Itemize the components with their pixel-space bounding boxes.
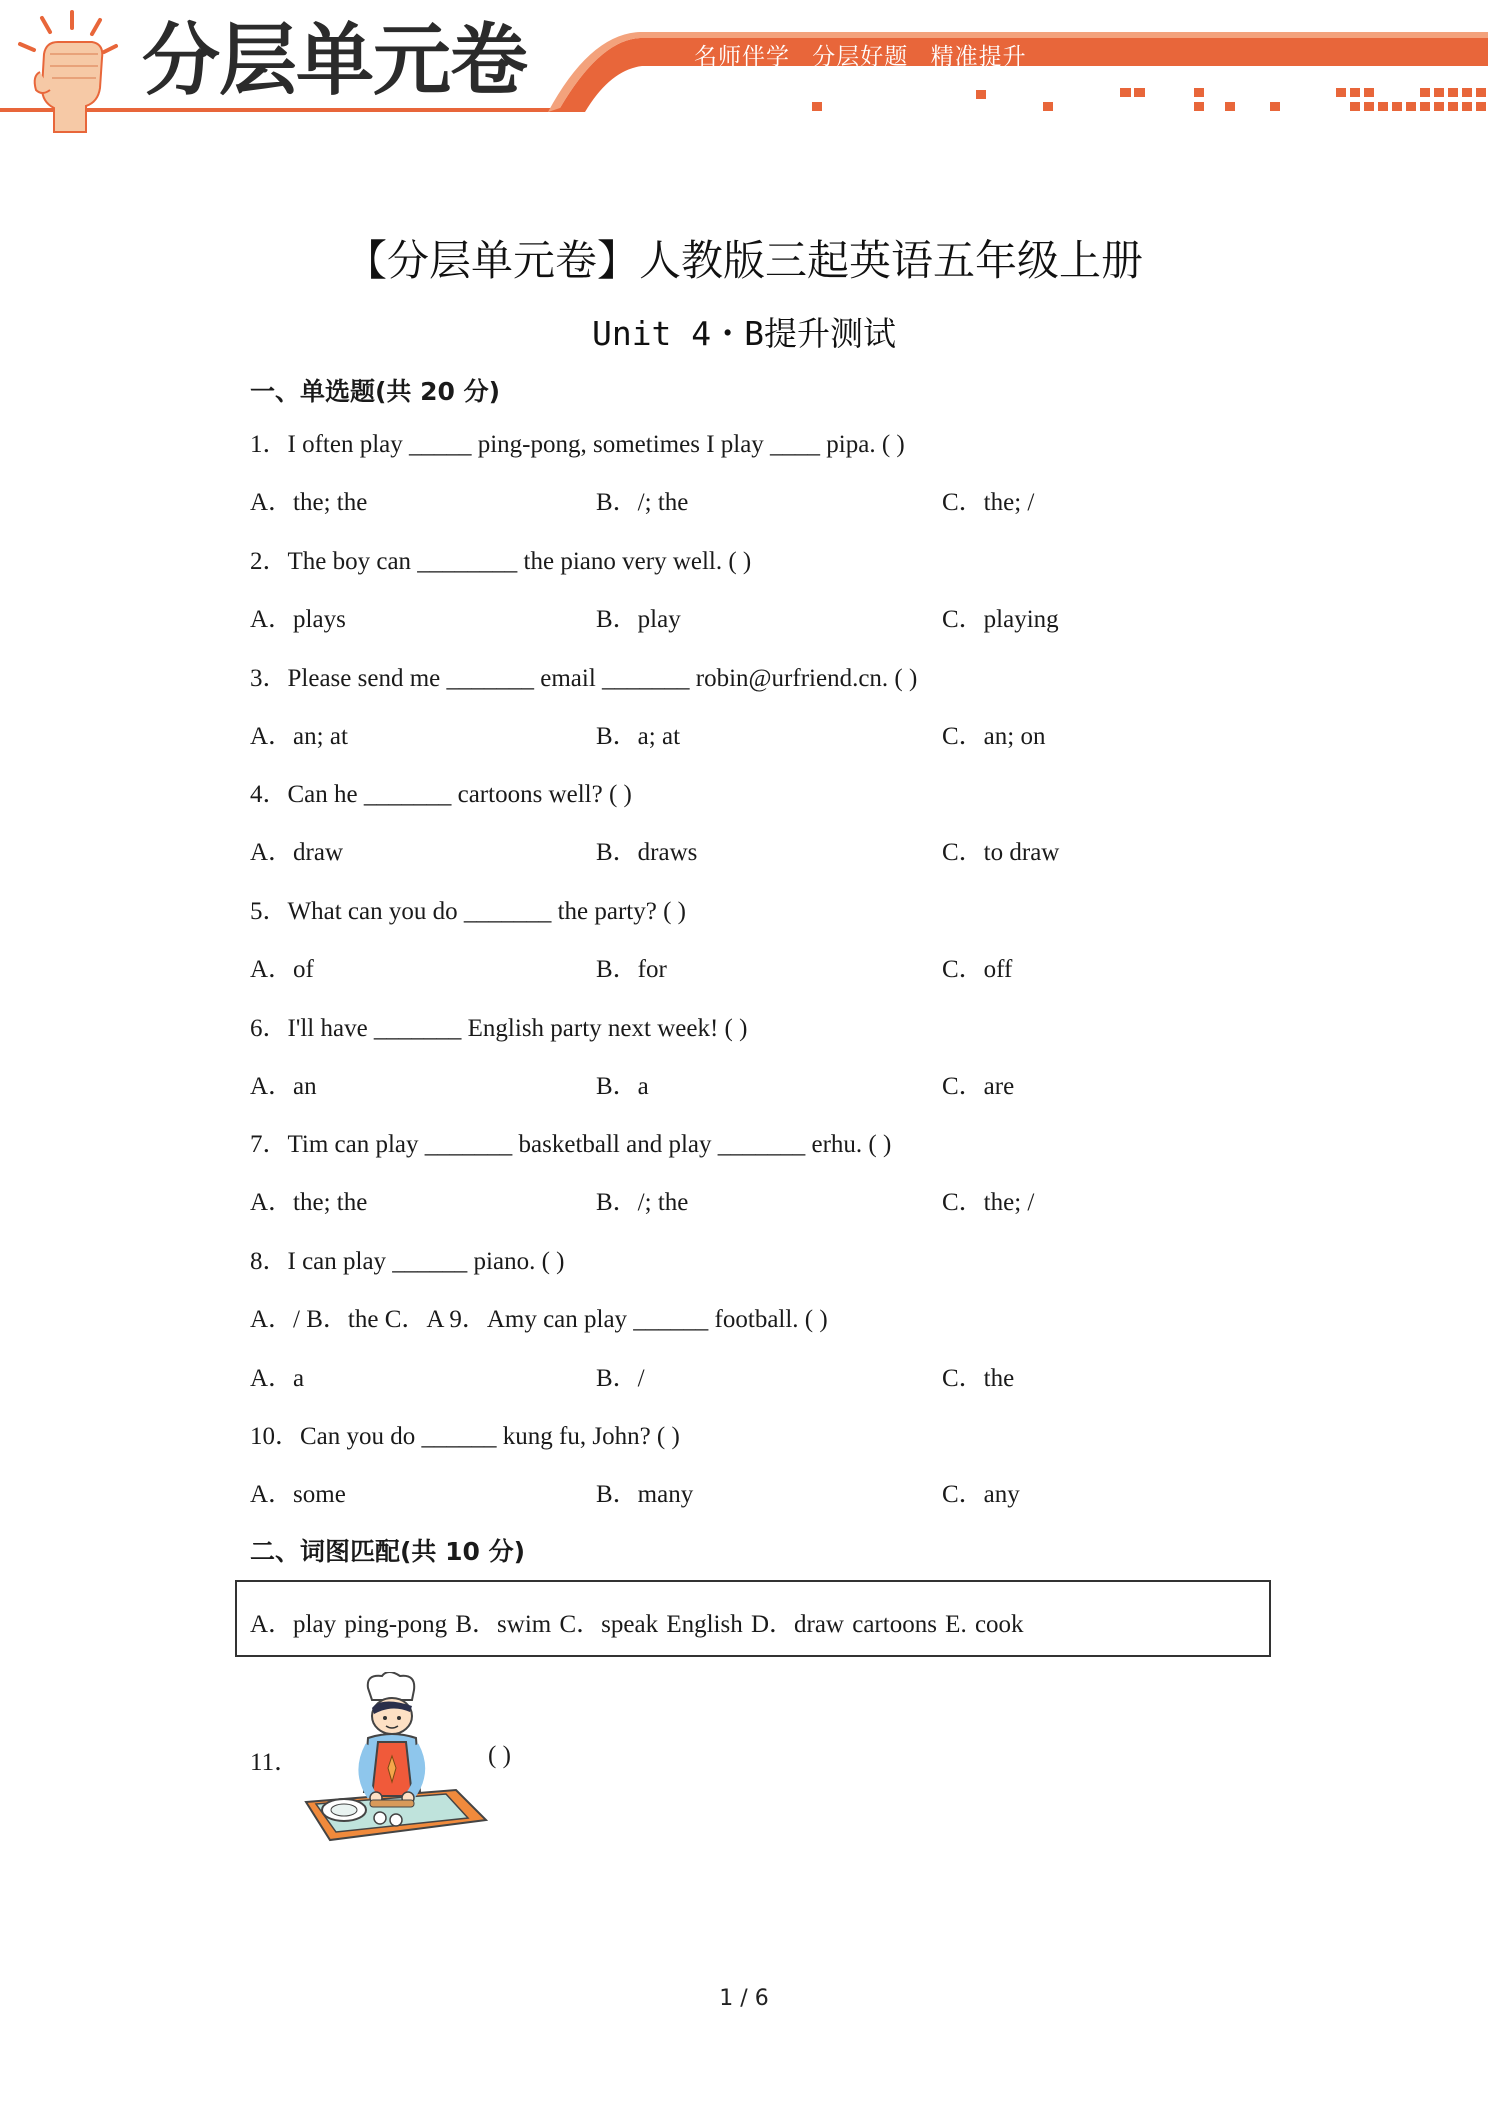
option-b: B．a [596,1073,649,1100]
question-5: 5．What can you do _______ the party? ( ) [250,898,686,925]
option-b: B．draws [596,839,698,866]
option-c: C．the; / [942,1189,1035,1216]
question-1: 1．I often play _____ ping-pong, sometimes I play ____ pipa. ( ) [250,431,905,458]
fist-logo-icon [14,10,124,134]
option-b: B．play [596,606,681,633]
header-slogan: 名师伴学 分层好题 精准提升 [694,44,1027,70]
option-a: A．of [250,956,314,983]
option-a: A．some [250,1481,346,1508]
page-subtitle: Unit 4・B提升测试 [591,314,897,353]
option-c: C．any [942,1481,1020,1508]
option-b: B．/; the [596,489,689,516]
option-a: A．draw [250,839,344,866]
option-c: C．an; on [942,723,1046,750]
option-b: B．/ [596,1365,645,1392]
option-c: C．are [942,1073,1015,1100]
word-bank-options: A．play ping-pong B．swim C．speak English D．draw cartoons E. cook [250,1611,1024,1638]
question-6: 6．I'll have _______ English party next week! ( ) [250,1015,748,1042]
question-11-number: 11． [250,1749,300,1776]
option-b: B．/; the [596,1189,689,1216]
option-a: A．an [250,1073,317,1100]
option-c: C．off [942,956,1013,983]
option-c: C．to draw [942,839,1060,866]
page-title: 【分层单元卷】人教版三起英语五年级上册 [344,236,1143,285]
option-b: B．for [596,956,667,983]
option-a: A．a [250,1365,305,1392]
question-8: 8．I can play ______ piano. ( ) [250,1248,565,1275]
section-heading: 二、词图匹配(共 10 分) [250,1537,526,1566]
question-10: 10．Can you do ______ kung fu, John? ( ) [250,1423,680,1450]
question-2: 2．The boy can ________ the piano very well. ( ) [250,548,752,575]
option-a: A．the; the [250,489,368,516]
option-a: A．plays [250,606,346,633]
page-number: 1 / 6 [719,1986,769,2011]
question-4: 4．Can he _______ cartoons well? ( ) [250,781,632,808]
option-c: C．playing [942,606,1059,633]
option-c: C．the; / [942,489,1035,516]
section-heading: 一、单选题(共 20 分) [250,377,501,406]
option-a: A．the; the [250,1189,368,1216]
question-3: 3．Please send me _______ email _______ robin@urfriend.cn. ( ) [250,665,918,692]
option-c: C．the [942,1365,1015,1392]
chef-cooking-illustration [296,1672,492,1850]
option-b: B．a; at [596,723,681,750]
brand-title: 分层单元卷 [142,16,528,106]
answer-blank[interactable]: ( ) [488,1742,511,1769]
option-b: B．many [596,1481,694,1508]
option-a: A．an; at [250,723,348,750]
question-7: 7．Tim can play _______ basketball and play _______ erhu. ( ) [250,1131,892,1158]
question-8-options-and-question-9: A．/ B．the C．A 9．Amy can play ______ football. ( ) [250,1306,828,1333]
